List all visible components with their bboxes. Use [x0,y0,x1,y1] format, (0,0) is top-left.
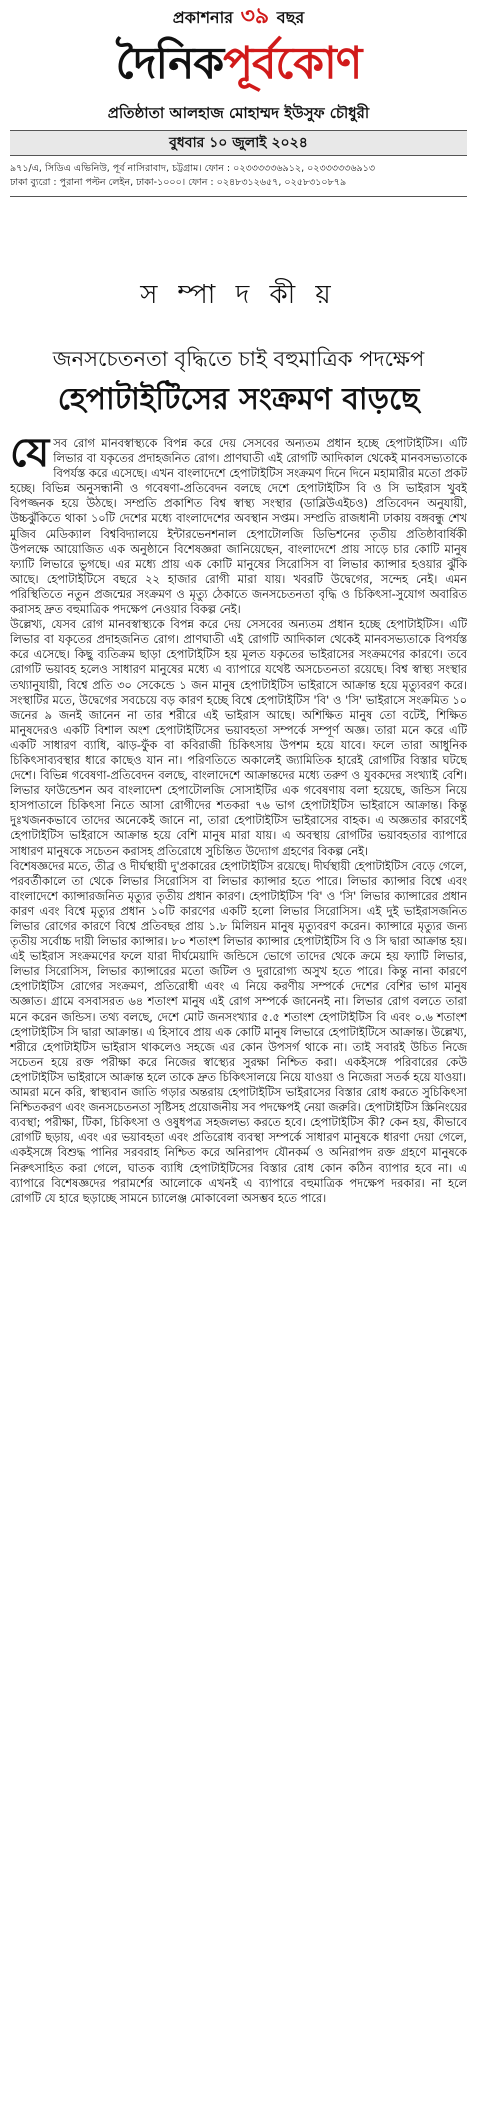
editorial-headline: হেপাটাইটিসের সংক্রমণ বাড়ছে [57,382,420,417]
editorial-body [10,436,467,2110]
paragraph-text: সব রোগ মানবস্বাস্থ্যকে বিপন্ন করে দেয় সেসবের অন্যতম প্রধান হচ্ছে হেপাটাইটিস। এটি লিভার বা যকৃতের প্রদাহজনিত রোগ। প্রাণঘাতী এই রোগটি আদিকাল থেকেই মানবসভ্যতাকে বিপর্যস্ত করে এসেছে। এখন বাংলাদেশে হেপাটাইটিস সংক্রমণ দিনে দিনে মহামারীর মতো প্রকট হচ্ছে। বিভিন্ন অনুসন্ধানী ও গবেষণা-প্রতিবেদন বলছে দেশে হেপাটাইটিস বি ও সি ভাইরাস খুবই বিপজ্জনক হয়ে উঠছে। সম্প্রতি প্রকাশিত বিশ্ব স্বাস্থ্য সংস্থার (ডাব্লিউএইচও) প্রতিবেদন অনুযায়ী, উচ্চঝুঁকিতে থাকা ১০টি দেশের মধ্যে বাংলাদেশের অবস্থান সপ্তম। সম্প্রতি রাজধানী ঢাকায় বঙ্গবন্ধু শেখ মুজিব মেডিক্যাল বিশ্ববিদ্যালয়ে ইন্টারভেনশনাল হেপাটোলজি ডিভিশনের তৃতীয় প্রতিষ্ঠাবার্ষিকী উপলক্ষে আয়োজিত এক অনুষ্ঠানে বিশেষজ্ঞরা জানিয়েছেন, বাংলাদেশে প্রায় সাড়ে চার কোটি মানুষ ফ্যাটি লিভারে ভুগছে। এর মধ্যে প্রায় এক কোটি মানুষের সিরোসিস বা লিভার ক্যান্সার হওয়ার ঝুঁকি আছে। হেপাটাইটিসে বছরে ২২ হাজার রোগী মারা যায়। খবরটি উদ্বেগের, সন্দেহ নেই। এমন পরিস্থিতিতে নতুন প্রজন্মের সংক্রমণ ও মৃত্যু ঠেকাতে জনসচেতনতা বৃদ্ধি ও চিকিৎসা-সুযোগ অবারিত করাসহ দ্রুত বহুমাত্রিক পদক্ষেপ নেওয়ার বিকল্প নেই। [10,437,467,617]
article-paragraph: বিশেষজ্ঞদের মতে, তীব্র ও দীর্ঘস্থায়ী দু'প্রকারের হেপাটাইটিস রয়েছে। দীর্ঘস্থায়ী হেপাটাইটিস বেড়ে গেলে, পরবর্তীকালে তা থেকে লিভার সিরোসিস বা লিভার ক্যান্সার হতে পারে। লিভার ক্যান্সার বিশ্বে এবং বাংলাদেশে ক্যান্সারজনিত মৃত্যুর তৃতীয় প্রধান কারণ। হেপাটাইটিস 'বি' ও 'সি' লিভার ক্যান্সারের প্রধান কারণ এবং বিশ্বে মৃত্যুর প্রধান ১০টি কারণের একটি হলো লিভার সিরোসিস। এই দুই ভাইরাসজনিত লিভার রোগের কারণে বিশ্বে প্রতিবছর প্রায় ১.৮ মিলিয়ন মানুষ মৃত্যুবরণ করেন। ক্যান্সারে মৃত্যুর জন্য তৃতীয় সর্বোচ্চ দায়ী লিভার ক্যান্সার। ৮০ শতাংশ লিভার ক্যান্সার হেপাটাইটিস বি ও সি দ্বারা আক্রান্ত হয়। এই ভাইরাস সংক্রমণের ফলে যারা দীর্ঘমেয়াদি জন্ডিসে ভোগে তাদের থেকে ক্রমে হয় ফ্যাটি লিভার, লিভার সিরোসিস, লিভার ক্যান্সারের মতো জটিল ও দুরারোগ্য অসুখ হতে পারে। কিন্তু নানা কারণে হেপাটাইটিস রোগের সংক্রমণ, প্রতিরোধী এবং এ নিয়ে করণীয় সম্পর্কে দেশের বেশির ভাগ মানুষ অজ্ঞাত। গ্রামে বসবাসরত ৬৪ শতাংশ মানুষ এই রোগ সম্পর্কে জানেনই না। লিভার রোগ বলতে তারা মনে করেন জন্ডিস। তথ্য বলছে, দেশে মোট জনসংখ্যার ৫.৫ শতাংশ হেপাটাইটিস বি এবং ০.৬ শতাংশ হেপাটাইটিস সি দ্বারা আক্রান্ত। এ হিসাবে প্রায় এক কোটি মানুষ লিভারে হেপাটাইটিসে আক্রান্ত। উল্লেখ্য, শরীরে হেপাটাইটিস ভাইরাস থাকলেও সহজে এর কোন উপসর্গ থাকে না। তাই সবারই উচিত নিজে সচেতন হয়ে রক্ত পরীক্ষা করে নিজের স্বাস্থ্যের সুরক্ষা নিশ্চিত করা। একইসঙ্গে পরিবারের কেউ হেপাটাইটিস ভাইরাসে আক্রান্ত হলে তাকে দ্রুত চিকিৎসালয়ে নিয়ে যাওয়া ও নিজেরা সতর্ক হয়ে যাওয়া। [10,859,467,1084]
tagline-prefix: প্রকাশনার [172,8,234,27]
article-paragraph: আমরা মনে করি, স্বাস্থ্যবান জাতি গড়ার অন্তরায় হেপাটাইটিস ভাইরাসের বিস্তার রোধ করতে সুচিকিৎসা নিশ্চিতকরণ এবং জনসচেতনতা সৃষ্টিসহ প্রয়োজনীয় সব পদক্ষেপই নেয়া জরুরি। হেপাটাইটিস স্ক্রিনিংয়ের ব্যবস্থা; পরীক্ষা, টিকা, চিকিৎসা ও ওষুধপত্র সহজলভ্য করতে হবে। হেপাটাইটিস কী? কেন হয়, কীভাবে রোগটি ছড়ায়, এবং এর ভয়াবহতা এবং প্রতিরোধ ব্যবস্থা সম্পর্কে সাধারণ মানুষকে ধারণা দেয়া গেলে, একইসঙ্গে বিশুদ্ধ পানির সরবরাহ নিশ্চিত করে অনিরাপদ যৌনকর্ম ও অনিরাপদ রক্ত গ্রহণে মানুষকে নিরুৎসাহিত করা গেলে, ঘাতক ব্যাধি হেপাটাইটিসের বিস্তার রোধ কোন কঠিন ব্যাপার হবে না। এ ব্যাপারে বিশেষজ্ঞদের পরামর্শের আলোকে এখনই এ ব্যাপারে বহুমাত্রিক পদক্ষেপ দরকার। না হলে রোগটি যে হারে ছড়াচ্ছে সামনে চ্যালেঞ্জ মোকাবেলা অসম্ভব হতে পারে। [10,1086,467,1205]
founder-line: প্রতিষ্ঠাতা আলহাজ মোহাম্মদ ইউসুফ চৌধুরী [107,104,370,122]
address-block [10,162,467,190]
logo-black-part: দৈনিক [115,38,224,89]
article-paragraph: উল্লেখ্য, যেসব রোগ মানবস্বাস্থ্যকে বিপন্ন করে দেয় সেসবের অন্যতম প্রধান হচ্ছে হেপাটাইটিস। এটি লিভার বা যকৃতের প্রদাহজনিত রোগ। প্রাণঘাতী এই রোগটি আদিকাল থেকেই মানবসভ্যতাকে বিপর্যস্ত করে এসেছে। কিছু ব্যতিক্রম ছাড়া হেপাটাইটিস হয় মূলত যকৃতের ভাইরাসের সংক্রমণের কারণে। তবে রোগটি ভয়াবহ হলেও সাধারণ মানুষের মধ্যে এ ব্যাপারে যথেষ্ট অসচেতনতা রয়েছে। বিশ্ব স্বাস্থ্য সংস্থার তথ্যানুযায়ী, বিশ্বে প্রতি ৩০ সেকেন্ডে ১ জন মানুষ হেপাটাইটিস ভাইরাসে আক্রান্ত হয়ে মৃত্যুবরণ করে। সংস্থাটির মতে, উদ্বেগের সবচেয়ে বড় কারণ হচ্ছে বিশ্বে হেপাটাইটিস 'বি' ও 'সি' ভাইরাসে সংক্রমিত ১০ জনের ৯ জনই জানেন না তার শরীরে এই ভাইরাস আছে। অশিক্ষিত মানুষ তো বটেই, শিক্ষিত মানুষদেরও একটি বিশাল অংশ হেপাটাইটিসের ভয়াবহতা সম্পর্কে সম্পূর্ণ অজ্ঞ। তারা মনে করে এটি একটি সাধারণ ব্যাধি, ঝাড়-ফুঁক বা কবিরাজী চিকিৎসায় উপশম হয়ে যাবে। ফলে তারা আধুনিক চিকিৎসাব্যবস্থার ধারে কাছেও যান না। পরিণতিতে অকালেই জ্যামিতিক হারেই রোগটির বিস্তার ঘটছে দেশে। বিভিন্ন গবেষণা-প্রতিবেদন বলছে, বাংলাদেশে আক্রান্তদের মধ্যে তরুণ ও যুবকদের সংখ্যাই বেশি। লিভার ফাউন্ডেশন অব বাংলাদেশ হেপাটোলজি সোসাইটির এক গবেষণায় বলা হয়েছে, জন্ডিস নিয়ে হাসপাতালে চিকিৎসা নিতে আসা রোগীদের শতকরা ৭৬ ভাগ হেপাটাইটিস ভাইরাসে আক্রান্ত। কিন্তু দুঃখজনকভাবে তাদের অনেকেই জানে না, তারা হেপাটাইটিস ভাইরাসের বাহক। এ অজ্ঞতার কারণেই হেপাটাইটিস ভাইরাসে আক্রান্ত হয়ে বেশি মানুষ মারা যায়। এ অবস্থায় রোগটির ভয়াবহতার ব্যাপারে সাধারণ মানুষকে সচেতন করাসহ প্রতিরোধে সুচিন্তিত উদ্যোগ গ্রহণের বিকল্প নেই। [10,618,467,858]
editorial-kicker: জনসচেতনতা বৃদ্ধিতে চাই বহুমাত্রিক পদক্ষেপ [52,347,425,371]
tagline-years: ৩৯ [240,4,270,29]
masthead-tagline [0,6,477,29]
masthead-divider [10,196,467,197]
newspaper-logo [0,36,477,92]
tagline-suffix: বছর [276,8,305,27]
address-line-dhaka-bureau: ঢাকা ব্যুরো : পুরানা পল্টন লেইন, ঢাকা-১০০০। ফোন : ০২৪৮৩১২৬৫৭, ০২৫৮৩১০৮৭৯ [10,177,347,188]
date-bar: বুধবার ১০ জুলাই ২০২৪ [10,130,467,156]
address-line-office: ৯৭১/এ, সিডিএ এভিনিউ, পূর্ব নাসিরাবাদ, চট্টগ্রাম। ফোন : ০২৩৩৩৩৩৬৯১২, ০২৩৩৩৩৩৬৯১৩ [10,163,376,174]
section-label: স ম্পা দ কী য় [140,280,337,310]
article-paragraph [10,436,467,617]
logo-red-part: পূর্বকোণ [223,38,362,89]
dropcap: যে [10,436,50,476]
